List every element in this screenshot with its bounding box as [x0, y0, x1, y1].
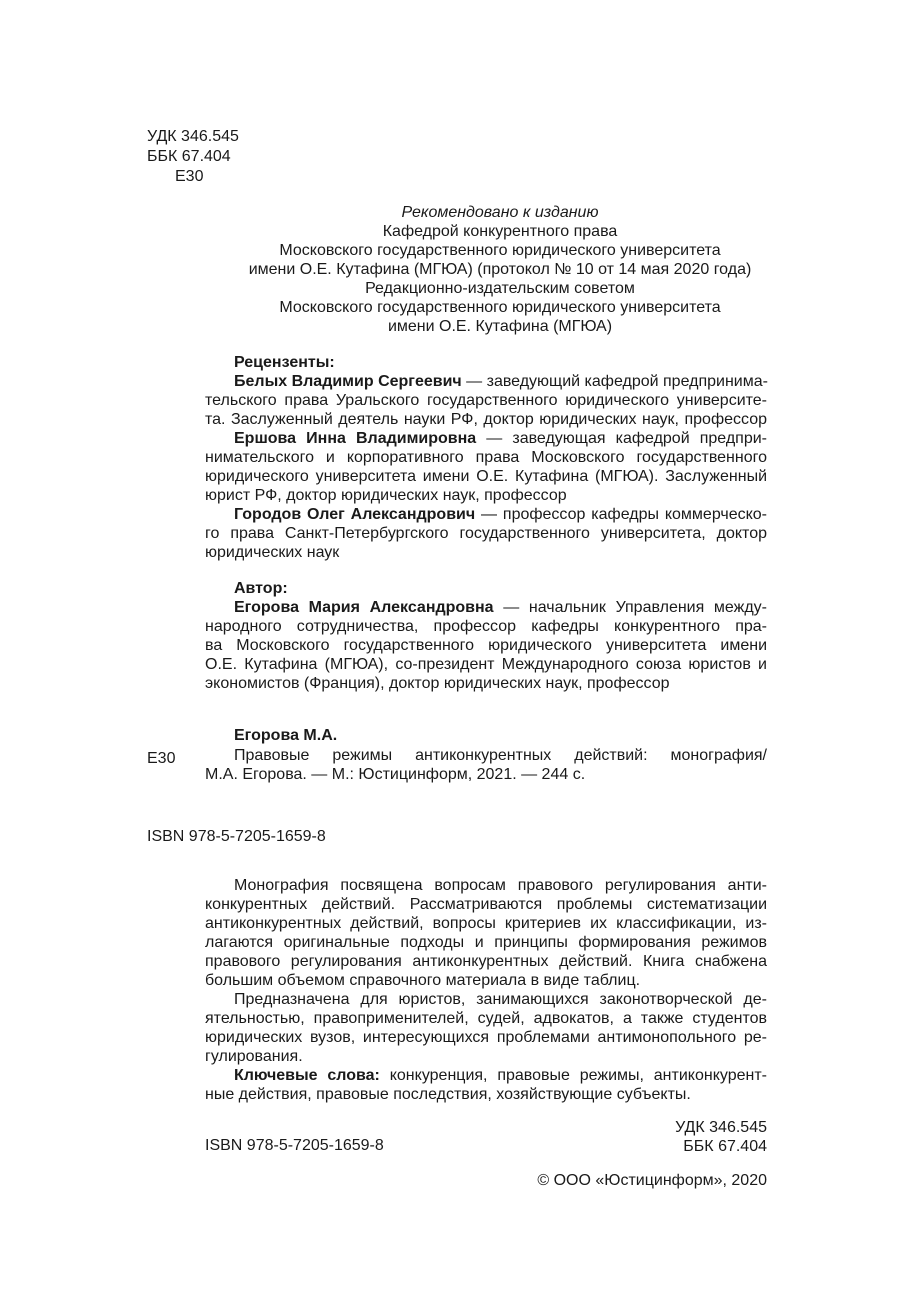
abstract-line: антиконкурентных действий, вопросы критериев их классификации, из-: [205, 915, 767, 932]
biblio-description: [205, 746, 767, 784]
reviewer-2-name: Ершова Инна Владимировна: [234, 430, 477, 447]
recommendation-line: Московского государственного юридического университета: [279, 299, 721, 316]
author-line: экономистов (Франция), доктор юридических наук, профессор: [205, 675, 670, 692]
recommendation-line: Кафедрой конкурентного права: [382, 223, 618, 240]
abstract-line: Монография посвящена вопросам правового регулирования анти-: [234, 877, 767, 894]
abstract-line: конкурентных действий. Рассматриваются проблемы систематизации: [205, 896, 767, 913]
recommendation-line: Редакционно-издательским советом: [365, 280, 635, 297]
reviewer-3-line: Городов Олег Александрович — профессор кафедры коммерческо-: [234, 506, 768, 523]
author-mark-code: Е30: [175, 168, 204, 185]
recommendation-block: [230, 203, 770, 336]
reviewer-2-line: нимательского и корпоративного права Московского государственного: [205, 449, 767, 466]
abstract-line: ятельностью, правоприменителей, судей, адвокатов, а также студентов: [205, 1010, 767, 1027]
recommendation-line: Московского государственного юридического университета: [279, 242, 721, 259]
abstract-line: юридических вузов, интересующихся проблемами антимонопольного ре-: [205, 1029, 767, 1046]
bbk-code: ББК 67.404: [147, 148, 231, 165]
author-line: О.Е. Кутафина (МГЮА), со-президент Международного союза юристов и: [205, 656, 767, 673]
biblio-line: Правовые режимы антиконкурентных действий: монография/: [234, 747, 767, 764]
biblio-code: Е30: [147, 750, 176, 767]
author-line: Егорова Мария Александровна — начальник Управления между-: [234, 599, 767, 616]
reviewer-2-line: юрист РФ, доктор юридических наук, профессор: [205, 487, 567, 504]
author-line: народного сотрудничества, профессор кафедры конкурентного пра-: [205, 618, 767, 635]
copyright: © ООО «Юстицинформ», 2020: [537, 1172, 767, 1189]
reviewer-3-line: го права Санкт-Петербургского государственного университета, доктор: [205, 525, 767, 542]
biblio-author: Егорова М.А.: [234, 727, 338, 744]
footer-udk: УДК 346.545: [675, 1119, 767, 1136]
abstract-line: гулирования.: [205, 1048, 303, 1065]
recommendation-line: имени О.Е. Кутафина (МГЮА): [387, 318, 613, 335]
author-heading: Автор:: [234, 580, 288, 597]
abstract-line: Предназначена для юристов, занимающихся законотворческой де-: [234, 991, 767, 1008]
reviewer-2-line: Ершова Инна Владимировна — заведующая кафедрой предпри-: [234, 430, 768, 447]
reviewer-2-line: юридического университета имени О.Е. Кутафина (МГЮА). Заслуженный: [205, 468, 767, 485]
footer-bbk: ББК 67.404: [683, 1138, 767, 1155]
reviewer-1-line: та. Заслуженный деятель науки РФ, доктор юридических наук, профессор: [205, 411, 767, 428]
keywords-line: Ключевые слова: конкуренция, правовые режимы, антиконкурент-: [234, 1067, 767, 1084]
reviewer-3-name: Городов Олег Александрович: [234, 506, 476, 523]
reviewer-1-line: Белых Владимир Сергеевич — заведующий кафедрой предпринима-: [234, 373, 768, 390]
recommendation-line: имени О.Е. Кутафина (МГЮА) (протокол № 10 от 14 мая 2020 года): [248, 261, 752, 278]
reviewer-1-line: тельского права Уральского государственного юридического университе-: [205, 392, 767, 409]
abstract-section: [205, 876, 767, 1104]
keywords-label: Ключевые слова:: [234, 1067, 380, 1084]
recommendation-title: Рекомендовано к изданию: [401, 204, 599, 221]
isbn-top: ISBN 978-5-7205-1659-8: [147, 828, 326, 845]
abstract-line: лагаются оригинальные подходы и принципы формирования режимов: [205, 934, 767, 951]
reviewer-3-line: юридических наук: [205, 544, 340, 561]
abstract-line: правового регулирования антиконкурентных действий. Книга снабжена: [205, 953, 767, 970]
footer-isbn: ISBN 978-5-7205-1659-8: [205, 1137, 384, 1154]
keywords-line: ные действия, правовые последствия, хозяйствующие субъекты.: [205, 1086, 691, 1103]
reviewers-section: [205, 353, 767, 562]
author-section: [205, 579, 767, 693]
footer-codes: [567, 1118, 767, 1156]
reviewers-heading: Рецензенты:: [234, 354, 335, 371]
author-name: Егорова Мария Александровна: [234, 599, 494, 616]
author-line: ва Московского государственного юридического университета имени: [205, 637, 767, 654]
abstract-line: большим объемом справочного материала в виде таблиц.: [205, 972, 641, 989]
reviewer-1-name: Белых Владимир Сергеевич: [234, 373, 462, 390]
biblio-line: М.А. Егорова. — М.: Юстицинформ, 2021. — 244 с.: [205, 766, 586, 783]
udk-code: УДК 346.545: [147, 128, 239, 145]
